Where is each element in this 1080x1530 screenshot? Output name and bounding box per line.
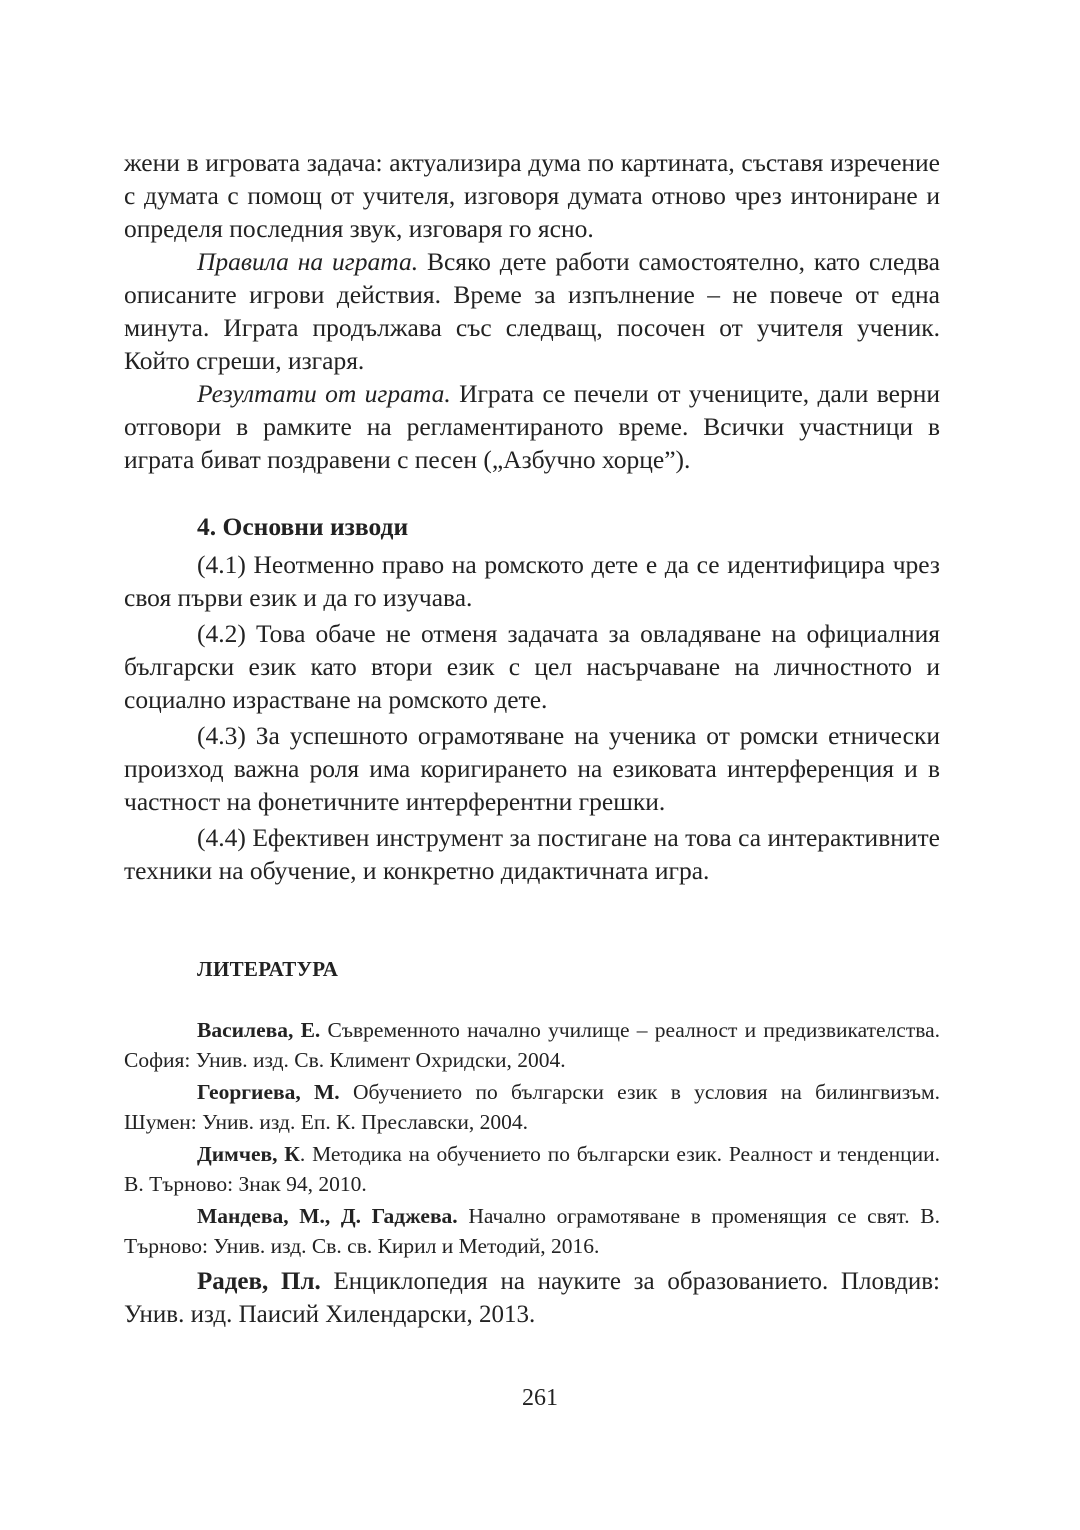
game-rules-label: Правила на играта.	[197, 247, 419, 276]
conclusion-item: (4.4) Ефективен инструмент за постигане на това са интерактивните техники на обучение, и конкретно дидактичната игра.	[124, 823, 940, 885]
reference-author: Димчев, К	[197, 1142, 300, 1166]
reference-author: Георгиева, М.	[197, 1080, 340, 1104]
reference-text: Съвременното начално училище – реалност и предизвикателства. София: Унив. изд. Св. Климент Охридски, 2004.	[124, 1018, 941, 1072]
reference-author: Радев, Пл.	[197, 1268, 321, 1295]
reference-text: Начално ограмотяване в променящия се свят. В. Търново: Унив. изд. Св. св. Кирил и Методий, 2016.	[124, 1204, 940, 1258]
conclusion-item: (4.1) Неотменно право на ромското дете е да се идентифицира чрез своя първи език и да го изучава.	[124, 550, 940, 612]
literature-title: ЛИТЕРАТУРА	[197, 957, 339, 981]
reference-text: . Методика на обучението по български език. Реалност и тенденции. В. Търново: Знак 94, 2010.	[124, 1142, 940, 1196]
reference-text: Обучението по български език в условия на билингвизъм. Шумен: Унив. изд. Еп. К. Преславски, 2004.	[124, 1080, 940, 1134]
section-title: 4. Основни изводи	[197, 512, 409, 541]
reference-author: Мандева, М., Д. Гаджева.	[197, 1204, 458, 1228]
reference-author: Василева, Е.	[197, 1018, 321, 1042]
reference-entry	[124, 1201, 940, 1261]
game-steps-paragraph: жени в игровата задача: актуализира дума по картината, съставя изречение с думата с помощ от учителя, изговоря думата отново чрез интониране и определя последния звук, изговаря го ясно.	[124, 148, 940, 243]
reference-entry	[124, 1015, 940, 1075]
game-rules-text: Всяко дете работи самостоятелно, като следва описаните игрови действия. Време за изпълнение – не повече от една минута. Играта продължава със следващ, посочен от учителя ученик. Който сгреши, изгаря.	[124, 247, 940, 375]
reference-text: Енциклопедия на науките за образованието. Пловдив: Унив. изд. Паисий Хилендарски, 2013.	[124, 1268, 940, 1328]
conclusion-item: (4.2) Това обаче не отменя задачата за овладяване на официалния български език като втори език с цел насърчаване на личностното и социално израстване на ромското дете.	[124, 619, 940, 714]
reference-entry	[124, 1265, 940, 1331]
reference-entry	[124, 1077, 940, 1137]
game-results-label: Резултати от играта.	[197, 379, 451, 408]
conclusion-item: (4.3) За успешното ограмотяване на ученика от ромски етнически произход важна роля има коригирането на езиковата интерференция и в частност на фонетичните интерферентни грешки.	[124, 721, 940, 816]
reference-entry	[124, 1139, 940, 1199]
game-results-text: Играта се печели от учениците, дали верни отговори в рамките на регламентираното време. Всички участници в играта биват поздравени с песен („Азбучно хорце”).	[124, 379, 940, 474]
page-number: 261	[522, 1385, 558, 1411]
game-rules-paragraph	[124, 245, 940, 377]
game-results-paragraph	[124, 377, 940, 476]
